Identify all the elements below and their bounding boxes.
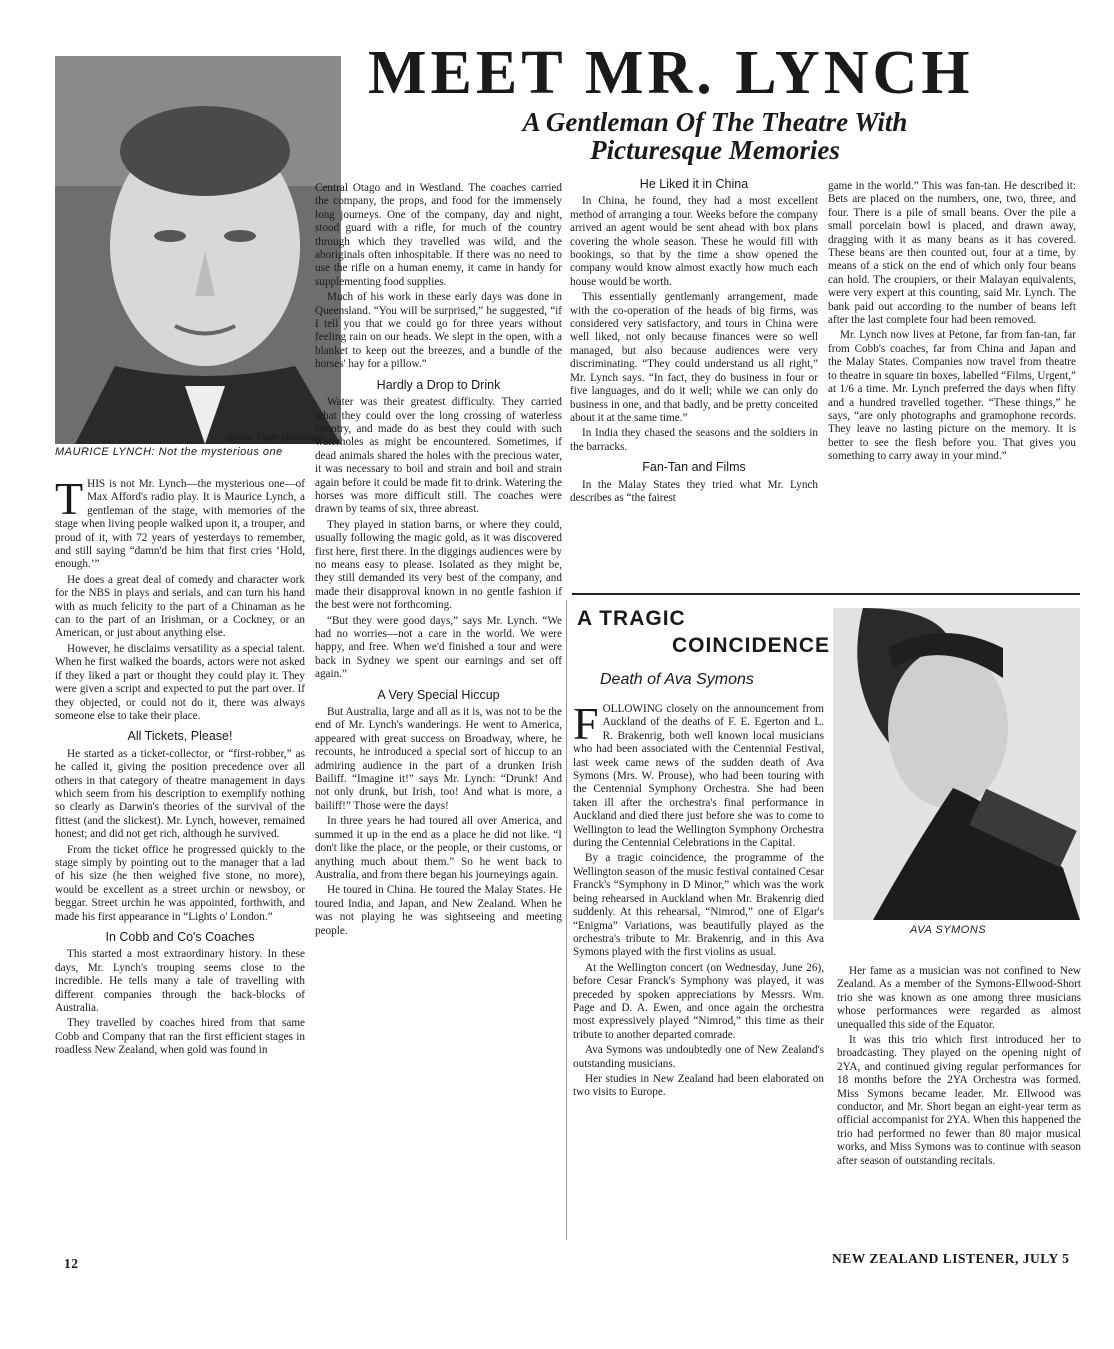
col2-paragraph-1: Central Otago and in Westland. The coaches carried the company, the props, and food for the immensely long journeys. One of the company, day and night, stood guard with a rifle, for much of the country through which they travelled was wild, and the aboriginals often inhospitable. If there was no need to use the rifle on a human enemy, it came in handy for supplementing food supplies.	[315, 182, 562, 288]
subhead-all-tickets: All Tickets, Please!	[127, 729, 233, 744]
col1-paragraph-4: He started as a ticket-collector, or “first-robber,” as he called it, giving the position precedence over all others in that category of theatre management in days which seem from his description to exemplify nothing so clearly as Darwin's theories of the survival of the fittest (and the slickest). Mr. Lynch, however, remained honest; and did not get rich, although he survived.	[55, 747, 305, 841]
tragic-title-line-2: COINCIDENCE	[672, 634, 831, 657]
col2-paragraph-4: They played in station barns, or where they could, usually following the magic gold, as it was discovered first here, first there. In the diggings audiences were by no means easy to please. Isolated as they might be, they still demanded its very best of the company, and made their disapproval known in no gentle fashion if the best were not forthcoming.	[315, 518, 562, 612]
page-number: 12	[64, 1256, 79, 1271]
tragic-paragraph-3: At the Wellington concert (on Wednesday, June 26), before Cesar Franck's Symphony was played, it was preceded by spoken appreciations by Messrs. Wm. Page and D. A. Ewen, and once again the orchestra most expressively played “Nimrod,” this time as their tribute to another departed comrade.	[573, 961, 824, 1041]
ava-symons-photo	[833, 608, 1080, 920]
tragic-column-right	[837, 965, 1081, 1170]
tragic-paragraph-2: By a tragic coincidence, the programme of the Wellington season of the music festival contained Cesar Franck's “Symphony in D Minor,” which was the work being rehearsed in Auckland when Mr. Brakenrig died suddenly. At this rehearsal, “Nimrod,” one of Elgar's “Enigma” Variations, was beautifully played as the orchestra's tribute to Mr. Brakenrig, and in this Ava Symons played with the first violins as usual.	[573, 852, 824, 959]
column-4	[828, 180, 1076, 466]
tragic-paragraph-7: It was this trio which first introduced her to broadcasting. They played on the opening night of 2YA, and continued giving regular performances for 18 months before the 2YA Orchestra was formed. Miss Symons became leader. Mr. Ellwood was conductor, and Mr. Short began an eight-year term as official accompanist for 2YA. When this happened the trio had performed no fewer than 80 major musical works, and Miss Symons was to continue with season after season of outstanding recitals.	[837, 1034, 1081, 1167]
subhead-special-hiccup: A Very Special Hiccup	[377, 687, 500, 702]
col1-paragraph-5: From the ticket office he progressed quickly to the stage simply by pointing out to the manager that a lad of his size (he then weighed five stone, no more), would be excellent as a street urchin or newsboy, or beggar. Street urchin he was appointed, forthwith, and made his first appearance in “Lights o' London.”	[55, 843, 305, 923]
col2-paragraph-6: But Australia, large and all as it is, was not to be the end of Mr. Lynch's wanderings. He went to America, appeared with great success on Broadway, where, he recounts, he introduced a special sort of hiccup to an admiring audience in the part of a drunken Irish Bailiff. “Imagine it!” says Mr. Lynch: “Drunk! And not only drunk, but Irish, too! And what is more, a bailiff!” Those were the days!	[315, 706, 562, 812]
dek-line-2: Picturesque Memories	[590, 135, 840, 165]
photo-credit: Spencer Digby photograph	[226, 432, 324, 442]
photo-caption: MAURICE LYNCH: Not the mysterious one	[55, 446, 283, 458]
ava-portrait-illustration	[833, 608, 1080, 920]
column-1	[55, 473, 305, 1060]
tragic-paragraph-6: Her fame as a musician was not confined to New Zealand. As a member of the Symons-Ellwood-Short trio she was known as one among three musicians whose performances were regarded as almost unequalled this side of the Equator.	[837, 965, 1081, 1031]
col2-paragraph-8: He toured in China. He toured the Malay States. He toured India, and Japan, and New Zealand. When he was not playing he was sightseeing and meeting people.	[315, 884, 562, 937]
drop-cap: T	[55, 473, 84, 524]
headline-dek	[360, 108, 1070, 164]
tragic-drop-cap: F	[573, 698, 599, 749]
col3-paragraph-1: In China, he found, they had a most excellent method of arranging a tour. Weeks before the company arrived an agent would be sent ahead with box plans covering the whole season. These he would fill with bookings, so that by the time a show opened the company would know almost exactly how much each house would be worth.	[570, 195, 818, 288]
column-3	[570, 176, 818, 507]
maurice-lynch-photo	[55, 56, 341, 444]
tragic-paragraph-4: Ava Symons was undoubtedly one of New Zealand's outstanding musicians.	[573, 1044, 824, 1070]
publication-line: NEW ZEALAND LISTENER, JULY 5	[832, 1251, 1070, 1266]
col3-paragraph-4: In the Malay States they tried what Mr. Lynch describes as “the fairest	[570, 478, 818, 504]
col3-paragraph-2: This essentially gentlemanly arrangement, made with the co-operation of the heads of big firms, was considered very satisfactory, and tours in China were well liked, not only because finances were so well managed, but also because audiences were very discriminating. “They could understand us all right,” Mr. Lynch says. “In fact, they do business in four or five languages, and do it well; while we can only do business in one, and that badly, and be pretty conceited about it at the same time.”	[570, 291, 818, 424]
tragic-subtitle: Death of Ava Symons	[600, 671, 754, 688]
col2-paragraph-3: Water was their greatest difficulty. They carried what they could over the long crossing of waterless country, and made do as best they could with such waterholes as might be encountered. Sometimes, if dead animals shared the holes with the precious water, it was necessary to boil and strain and boil and strain again before it could be made fit to drink. Watering the horses was more difficult still. The coaches were drawn by teams of six, three abreast.	[315, 396, 562, 516]
col2-paragraph-5: “But they were good days,” says Mr. Lynch. “We had no worries—not a care in the world. We were happy, and free. When we'd finished a tour and were back in Sydney we spent our earnings and set off again.”	[315, 614, 562, 681]
col1-paragraph-7: They travelled by coaches hired from that same Cobb and Company that ran the first efficient stages in roadless New Zealand, when gold was found in	[55, 1017, 305, 1057]
col2-paragraph-2: Much of his work in these early days was done in Queensland. “You will be surprised,” he suggested, “if I tell you that we could go for three years without feeling rain on our heads. We slept in the open, with a blanket to keep out the breezes, and a bundle of the horses' hay for a pillow.”	[315, 291, 562, 371]
col1-paragraph-1: THIS is not Mr. Lynch—the mysterious one—of Max Afford's radio play. It is Maurice Lynch, a gentleman of the stage, with memories of the stage when living people walked upon it, a trouper, and proud of it, with 72 years of yesterdays to remember, and still saying “damn'd be him that first cries ‘Hold, enough.’”	[55, 473, 305, 571]
col1-paragraph-6: This started a most extraordinary history. In these days, Mr. Lynch's trouping seems close to the incredible. He tells many a tale of travelling with different companies through the back-blocks of Australia.	[55, 948, 305, 1015]
col4-paragraph-2: Mr. Lynch now lives at Petone, far from fan-tan, far from Cobb's coaches, far from China and Japan and the Malay States. Companies now travel from theatre to theatre in square tin boxes, labelled “Films, Urgent,” at 1/6 a time. Mr. Lynch preferred the days when fifty and a hundred travelled together. “These things,” he says, “are only photographs and gramophone records. They leave no lasting picture on the memory. It is better to see the flesh before you. That gives you something to carry away in your mind.”	[828, 329, 1076, 463]
tragic-paragraph-5: Her studies in New Zealand had been elaborated on two visits to Europe.	[573, 1072, 824, 1099]
headline-title: MEET MR. LYNCH	[368, 39, 974, 107]
subhead-cobb-coaches: In Cobb and Co's Coaches	[105, 930, 255, 944]
subhead-hardly-a-drop: Hardly a Drop to Drink	[376, 377, 501, 392]
dek-line-1: A Gentleman Of The Theatre With	[522, 107, 908, 137]
col2-paragraph-7: In three years he had toured all over America, and summed it up in the end as a place he did not like. “I don't like the place, or the people, or their customs, or anything much about them.” So he went back to Australia, and from there began his journeyings again.	[315, 815, 562, 881]
col4-paragraph-1: game in the world.” This was fan-tan. He described it: Bets are placed on the numbers, one, two, three, and four. There is a pile of small beans. Over the pile a small porcelain bowl is placed, and drawn away, dragging with it as many beans as it has covered. These beans are then counted out, four at a time, by means of a stick on the end of which only four beans can hold. The croupiers, or their Malayan equivalents, were very expert at this counting, said Mr. Lynch. The bank paid out according to the number of beans left after the last complete four had been removed.	[828, 180, 1076, 327]
col1-paragraph-2: He does a great deal of comedy and character work for the NBS in plays and serials, and can turn his hand with as much felicity to the part of a Chinaman as he can to the part of an Irishman, or a Cockney, or an American, or just about anything else.	[55, 573, 305, 640]
subhead-fan-tan: Fan-Tan and Films	[642, 460, 746, 475]
tragic-title-line-1: A TRAGIC	[577, 607, 686, 630]
tragic-paragraph-1: FOLLOWING closely on the announcement from Auckland of the deaths of F. E. Egerton and L. R. Brakenrig, both well known local musicians who had been associated with the Centennial Festival, last week came news of the sudden death of Ava Symons (Mrs. W. Prouse), who had been touring with the Centennial Symphony Orchestra. She had been taken ill after the orchestra's final performance in Auckland and died there just before she was to come to Wellington to lead the Wellington Symphony Orchestra during the Centennial Celebrations in the Capital.	[573, 698, 824, 850]
ava-photo-caption: AVA SYMONS	[910, 924, 987, 936]
col1-paragraph-3: However, he disclaims versatility as a special talent. When he first walked the boards, actors were not asked if they liked a part or thought they could play it. They were given a script and expected to put the part over. If they objected, or could not do it, there was always someone else to take their place.	[55, 642, 305, 722]
subhead-liked-china: He Liked it in China	[639, 177, 749, 191]
tragic-column	[573, 698, 824, 1102]
col3-paragraph-3: In India they chased the seasons and the soldiers in the barracks.	[570, 427, 818, 453]
section-divider	[572, 593, 1080, 595]
portrait-illustration	[55, 56, 341, 444]
column-rule	[566, 600, 567, 1240]
column-2	[315, 182, 562, 940]
